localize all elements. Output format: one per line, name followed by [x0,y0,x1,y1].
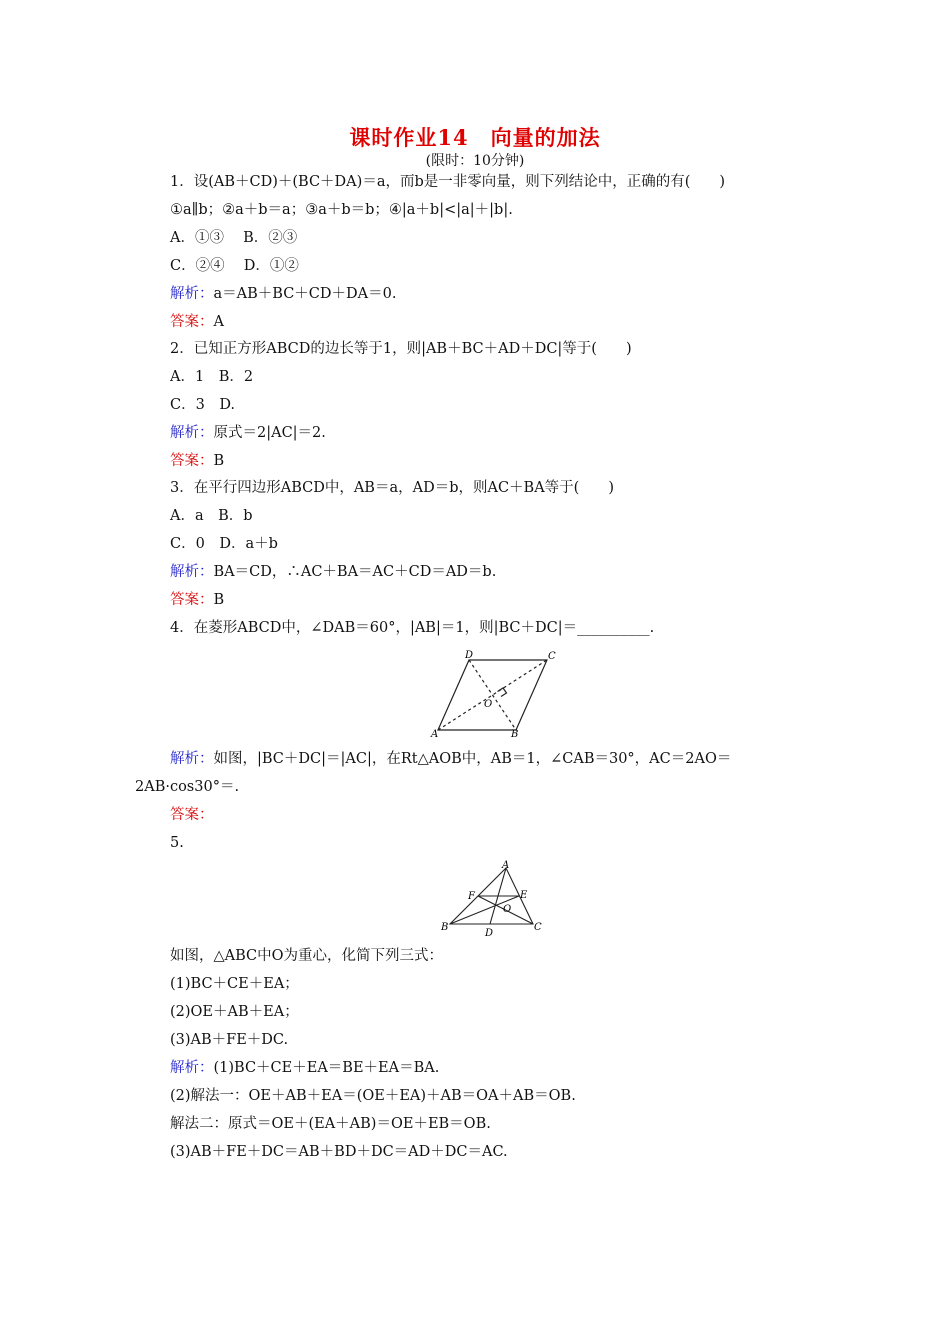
q5-analysis-text: (1)BC＋CE＋EA＝BE＋EA＝BA. [213,1060,440,1076]
label-o: O [484,699,493,710]
q5-analysis-4: (3)AB＋FE＋DC＝AB＋BD＋DC＝AD＋DC＝AC. [170,1144,508,1160]
label-a: A [502,860,510,871]
answer-label: 答案： [170,453,214,469]
q5-part3: (3)AB＋FE＋DC. [170,1032,289,1048]
label-o: O [503,904,512,915]
q3-answer-text: B [213,592,225,608]
q5-analysis [170,1058,439,1078]
q2-answer-text: B [213,453,225,469]
analysis-label: 解析： [170,751,214,767]
q3-answer [170,590,224,610]
q3-analysis-text: BA＝CD，∴AC＋BA＝AC＋CD＝AD＝b. [213,564,497,580]
q2-analysis [170,423,326,443]
q3-options-cd: C．0 D．a＋b [170,536,278,552]
right-angle-mark [498,688,507,697]
label-e: E [520,890,528,901]
q4-answer [170,805,214,825]
q5-stem: 如图，△ABC中O为重心，化简下列三式： [170,948,444,964]
analysis-label: 解析： [170,1060,214,1076]
q1-statements: ①a∥b；②a＋b＝a；③a＋b＝b；④|a＋b|<|a|＋|b|. [170,202,513,218]
q2-analysis-text: 原式＝2|AC|＝2. [213,425,326,441]
answer-label: 答案： [170,807,214,823]
analysis-label: 解析： [170,286,214,302]
q1-answer-text: A [213,314,224,330]
q1-options-ab: A．①③ B．②③ [170,230,298,246]
label-c: C [548,651,556,662]
q1-stem: 1．设(AB＋CD)＋(BC＋DA)＝a，而b是一非零向量，则下列结论中，正确的有( ) [170,174,726,190]
q3-options-ab: A．a B．b [170,508,253,524]
diagonal-bd [469,660,516,730]
q2-stem: 2．已知正方形ABCD的边长等于1，则|AB＋BC＋AD＋DC|等于( ) [170,341,632,357]
label-b: B [441,922,449,933]
label-d: D [485,928,494,938]
label-f: F [468,891,475,902]
q2-options-ab: A．1 B．2 [170,369,254,385]
label-c: C [534,922,542,933]
q1-analysis [170,284,396,304]
analysis-label: 解析： [170,564,214,580]
q1-options-cd: C．②④ D．①② [170,258,299,274]
q4-analysis-text: 如图，|BC＋DC|＝|AC|，在Rt△AOB中，AB＝1，∠CAB＝30°，AC＝2AO＝ [213,751,732,767]
label-b: B [511,729,519,740]
q4-analysis-cont: 2AB·cos30°＝. [135,779,240,795]
page-title: 课时作业14 向量的加法 [349,125,601,150]
time-limit: (限时：10分钟) [425,153,525,169]
label-a: A [431,729,439,740]
q4-analysis [170,749,731,769]
q5-analysis-3: 解法二：原式＝OE＋(EA＋AB)＝OE＋EB＝OB. [170,1116,491,1132]
q5-analysis-2: (2)解法一：OE＋AB＋EA＝(OE＋EA)＋AB＝OA＋AB＝OB. [170,1088,576,1104]
q3-stem: 3．在平行四边形ABCD中，AB＝a，AD＝b，则AC＋BA等于( ) [170,480,614,496]
q2-options-cd: C．3 D. [170,397,236,413]
q5-number: 5. [170,835,184,851]
triangle-figure [438,860,548,938]
q1-answer [170,312,224,332]
q3-analysis [170,562,496,582]
rhombus-figure [425,648,565,740]
answer-label: 答案： [170,314,214,330]
label-d: D [465,650,474,661]
q4-stem: 4．在菱形ABCD中，∠DAB＝60°，|AB|＝1，则|BC＋DC|＝__________. [170,620,655,636]
q1-analysis-text: a＝AB＋BC＋CD＋DA＝0. [213,286,397,302]
answer-label: 答案： [170,592,214,608]
q2-answer [170,451,224,471]
q5-part1: (1)BC＋CE＋EA； [170,976,299,992]
analysis-label: 解析： [170,425,214,441]
q5-part2: (2)OE＋AB＋EA； [170,1004,299,1020]
